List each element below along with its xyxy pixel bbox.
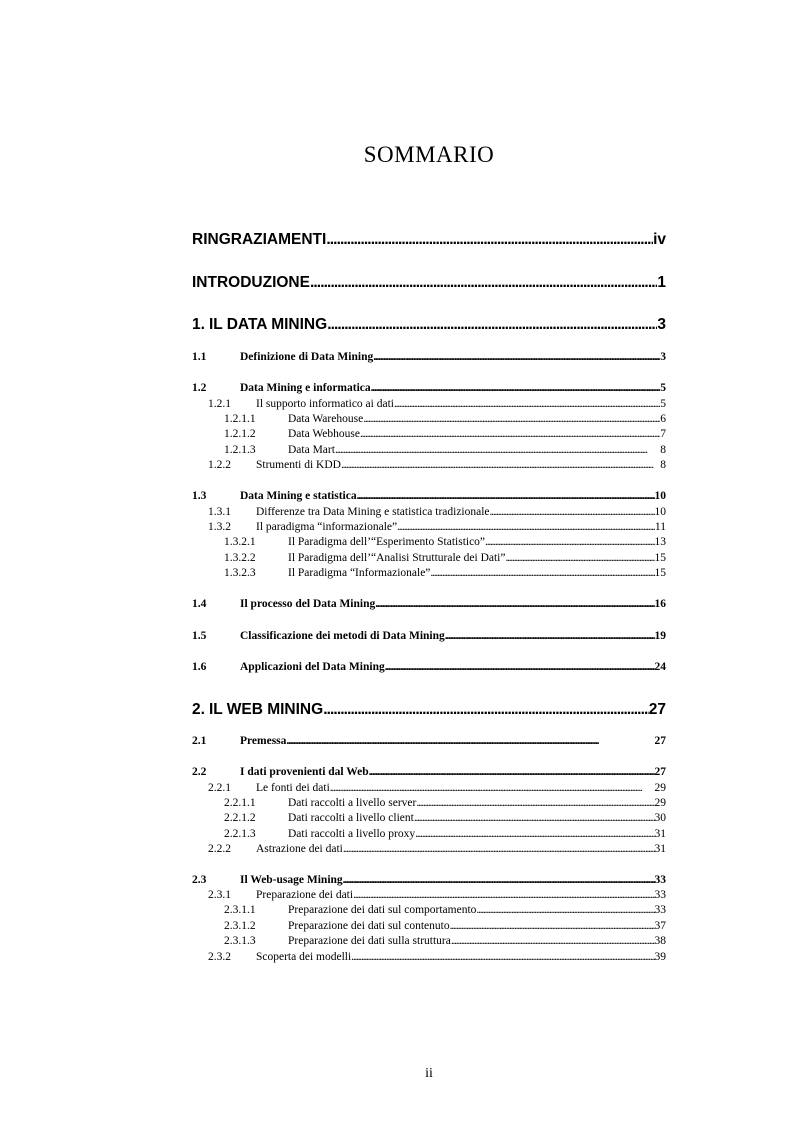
toc-entry[interactable] [192,552,666,564]
toc-leader-dots [335,444,660,456]
toc-entry-label: Data Mining e statistica [240,490,357,502]
toc-entry[interactable] [192,382,666,394]
toc-entry-label: Data Mining e informatica [240,382,371,394]
toc-leader-dots [343,874,655,886]
toc-leader-dots [369,766,655,778]
toc-entry[interactable] [192,231,666,249]
toc-leader-dots [445,630,655,642]
toc-entry-label: Preparazione dei dati [256,889,354,901]
toc-leader-dots [476,904,654,916]
toc-entry-label: Le fonti dei dati [256,782,330,794]
toc-entry-number: 1.6 [192,661,207,673]
page-number: ii [425,1066,433,1081]
toc-leader-dots [416,797,654,809]
toc-entry[interactable] [192,444,666,456]
toc-entry-page: 29 [654,782,666,794]
toc-entry-number: 1. [192,316,205,333]
toc-leader-dots [371,382,661,394]
toc-entry-number: 1.3.2.1 [224,536,256,548]
toc-entry-label: Il Web-usage Mining [240,874,343,886]
toc-entry-label: Data Webhouse [288,428,360,440]
toc-leader-dots [327,316,657,334]
page-title: SOMMARIO [363,142,495,167]
toc-entry-page: iv [653,231,666,248]
toc-entry-page: 7 [660,428,666,440]
toc-entry-number: 1.3.1 [208,506,231,518]
toc-entry-label: IL DATA MINING [208,316,328,333]
toc-entry-page: 8 [660,444,666,456]
toc-entry-number: 1.2.1.2 [224,428,256,440]
toc-entry-number: 2.2 [192,766,207,778]
toc-entry-label: Scoperta dei modelli [256,951,352,963]
toc-entry-page: 19 [654,630,666,642]
toc-entry-number: 2.2.2 [208,843,231,855]
toc-entry-page: 27 [648,701,666,718]
toc-entry[interactable] [192,598,666,610]
toc-entry-label: Il processo del Data Mining [240,598,376,610]
toc-entry-label: Dati raccolti a livello client [288,812,414,824]
toc-entry[interactable] [192,536,666,548]
toc-entry-number: 1.3.2 [208,521,231,533]
toc-entry-number: 1.4 [192,598,207,610]
toc-entry-page: 11 [654,521,666,533]
toc-entry-label: Preparazione dei dati sulla struttura [288,935,451,947]
toc-entry[interactable] [192,274,666,292]
toc-entry-page: 15 [654,552,666,564]
toc-entry[interactable] [192,630,666,642]
toc-entry[interactable] [192,828,666,840]
toc-leader-dots [363,413,660,425]
toc-leader-dots [310,274,657,292]
toc-leader-dots [415,828,654,840]
toc-entry-label: INTRODUZIONE [192,274,310,291]
toc-entry[interactable] [192,701,666,719]
toc-entry[interactable] [192,843,666,855]
toc-entry-number: 2.1 [192,735,207,747]
toc-entry-page: 38 [654,935,666,947]
toc-entry[interactable] [192,459,666,471]
toc-entry-number: 2.3.1.3 [224,935,256,947]
toc-leader-dots [394,398,660,410]
toc-entry[interactable] [192,874,666,886]
toc-entry-page: 27 [654,735,666,747]
toc-entry[interactable] [192,506,666,518]
toc-entry-page: 33 [654,904,666,916]
toc-entry-label: Preparazione dei dati sul comportamento [288,904,477,916]
toc-entry[interactable] [192,951,666,963]
toc-entry-number: 1.2 [192,382,207,394]
toc-entry-label: Differenze tra Data Mining e statistica tradizionale [256,506,490,518]
toc-entry-number: 1.3 [192,490,207,502]
toc-entry-label: Applicazioni del Data Mining [240,661,385,673]
toc-entry-number: 2.3.1.2 [224,920,256,932]
toc-entry-label: Data Warehouse [288,413,364,425]
toc-entry-page: 24 [654,661,666,673]
toc-entry-label: Il Paradigma dell’“Analisi Strutturale dei Dati” [288,552,506,564]
toc-entry-number: 2.3 [192,874,207,886]
toc-entry-page: 5 [660,382,666,394]
toc-leader-dots [373,351,660,363]
toc-entry-label: Premessa [240,735,287,747]
toc-leader-dots [326,231,653,249]
toc-entry[interactable] [192,521,666,533]
toc-entry-label: Dati raccolti a livello proxy [288,828,416,840]
toc-leader-dots [323,701,649,719]
toc-entry-page: 33 [654,889,666,901]
toc-entry-label: Il paradigma “informazionale” [256,521,398,533]
toc-entry-page: 8 [660,459,666,471]
toc-entry-page: 33 [654,874,666,886]
toc-entry[interactable] [192,782,666,794]
toc-entry-label: IL WEB MINING [208,701,324,718]
toc-entry-number: 1.2.2 [208,459,231,471]
toc-entry-page: 39 [654,951,666,963]
toc-entry-number: 2.3.1 [208,889,231,901]
toc-leader-dots [330,782,655,794]
toc-entry-page: 16 [654,598,666,610]
toc-entry-number: 2. [192,701,205,718]
toc-leader-dots [430,567,654,579]
toc-entry-label: I dati provenienti dal Web [240,766,369,778]
toc-entry-page: 6 [660,413,666,425]
toc-entry[interactable] [192,920,666,932]
toc-entry[interactable] [192,567,666,579]
toc-entry-number: 2.2.1.3 [224,828,256,840]
toc-leader-dots [385,661,655,673]
toc-entry-page: 3 [660,351,666,363]
toc-entry-page: 31 [654,828,666,840]
toc-leader-dots [353,889,654,901]
toc-entry[interactable] [192,398,666,410]
toc-leader-dots [341,459,660,471]
toc-leader-dots [505,552,654,564]
toc-leader-dots [485,536,654,548]
toc-entry-label: Dati raccolti a livello server [288,797,417,809]
toc-leader-dots [357,490,655,502]
toc-leader-dots [286,735,654,747]
toc-entry-page: 5 [660,398,666,410]
toc-entry[interactable] [192,935,666,947]
toc-entry-page: 13 [654,536,666,548]
toc-entry-page: 27 [654,766,666,778]
toc-entry-number: 2.2.1 [208,782,231,794]
toc-entry-number: 1.2.1.3 [224,444,256,456]
toc-entry-number: 1.1 [192,351,207,363]
toc-entry-label: Definizione di Data Mining [240,351,374,363]
toc-entry-label: Classificazione dei metodi di Data Mining [240,630,445,642]
toc-entry-label: RINGRAZIAMENTI [192,231,327,248]
toc-entry-page: 31 [654,843,666,855]
toc-leader-dots [397,521,655,533]
toc-entry-page: 37 [654,920,666,932]
toc-entry[interactable] [192,735,666,747]
toc-entry-label: Strumenti di KDD [256,459,341,471]
toc-entry-page: 10 [654,490,666,502]
toc-entry-page: 10 [654,506,666,518]
toc-entry-page: 29 [654,797,666,809]
toc-entry[interactable] [192,428,666,440]
toc-entry-label: Il supporto informatico ai dati [256,398,394,410]
toc-leader-dots [360,428,660,440]
toc-entry-number: 2.2.1.1 [224,797,256,809]
toc-entry-page: 15 [654,567,666,579]
toc-entry[interactable] [192,797,666,809]
toc-entry-page: 30 [654,812,666,824]
toc-entry[interactable] [192,904,666,916]
toc-entry[interactable] [192,316,666,334]
toc-entry-number: 2.2.1.2 [224,812,256,824]
toc-entry-number: 2.3.2 [208,951,231,963]
toc-leader-dots [351,951,654,963]
toc-entry[interactable] [192,766,666,778]
toc-leader-dots [490,506,655,518]
toc-leader-dots [343,843,655,855]
toc-entry-label: Astrazione dei dati [256,843,343,855]
toc-entry[interactable] [192,889,666,901]
toc-entry-number: 1.3.2.2 [224,552,256,564]
toc-entry-number: 1.3.2.3 [224,567,256,579]
toc-entry-number: 1.2.1.1 [224,413,256,425]
toc-leader-dots [450,920,655,932]
toc-entry[interactable] [192,812,666,824]
toc-entry-label: Il Paradigma “Informazionale” [288,567,431,579]
toc-entry[interactable] [192,413,666,425]
toc-leader-dots [375,598,654,610]
toc-entry-number: 1.5 [192,630,207,642]
toc-leader-dots [414,812,655,824]
toc-entry-number: 2.3.1.1 [224,904,256,916]
toc-entry[interactable] [192,351,666,363]
toc-entry[interactable] [192,490,666,502]
toc-entry-label: Il Paradigma dell’“Esperimento Statistico” [288,536,486,548]
toc-leader-dots [451,935,655,947]
toc-entry-page: 3 [657,316,666,333]
toc-entry[interactable] [192,661,666,673]
toc-entry-page: 1 [657,274,666,291]
toc-entry-label: Data Mart [288,444,335,456]
toc-entry-number: 1.2.1 [208,398,231,410]
toc-entry-label: Preparazione dei dati sul contenuto [288,920,450,932]
